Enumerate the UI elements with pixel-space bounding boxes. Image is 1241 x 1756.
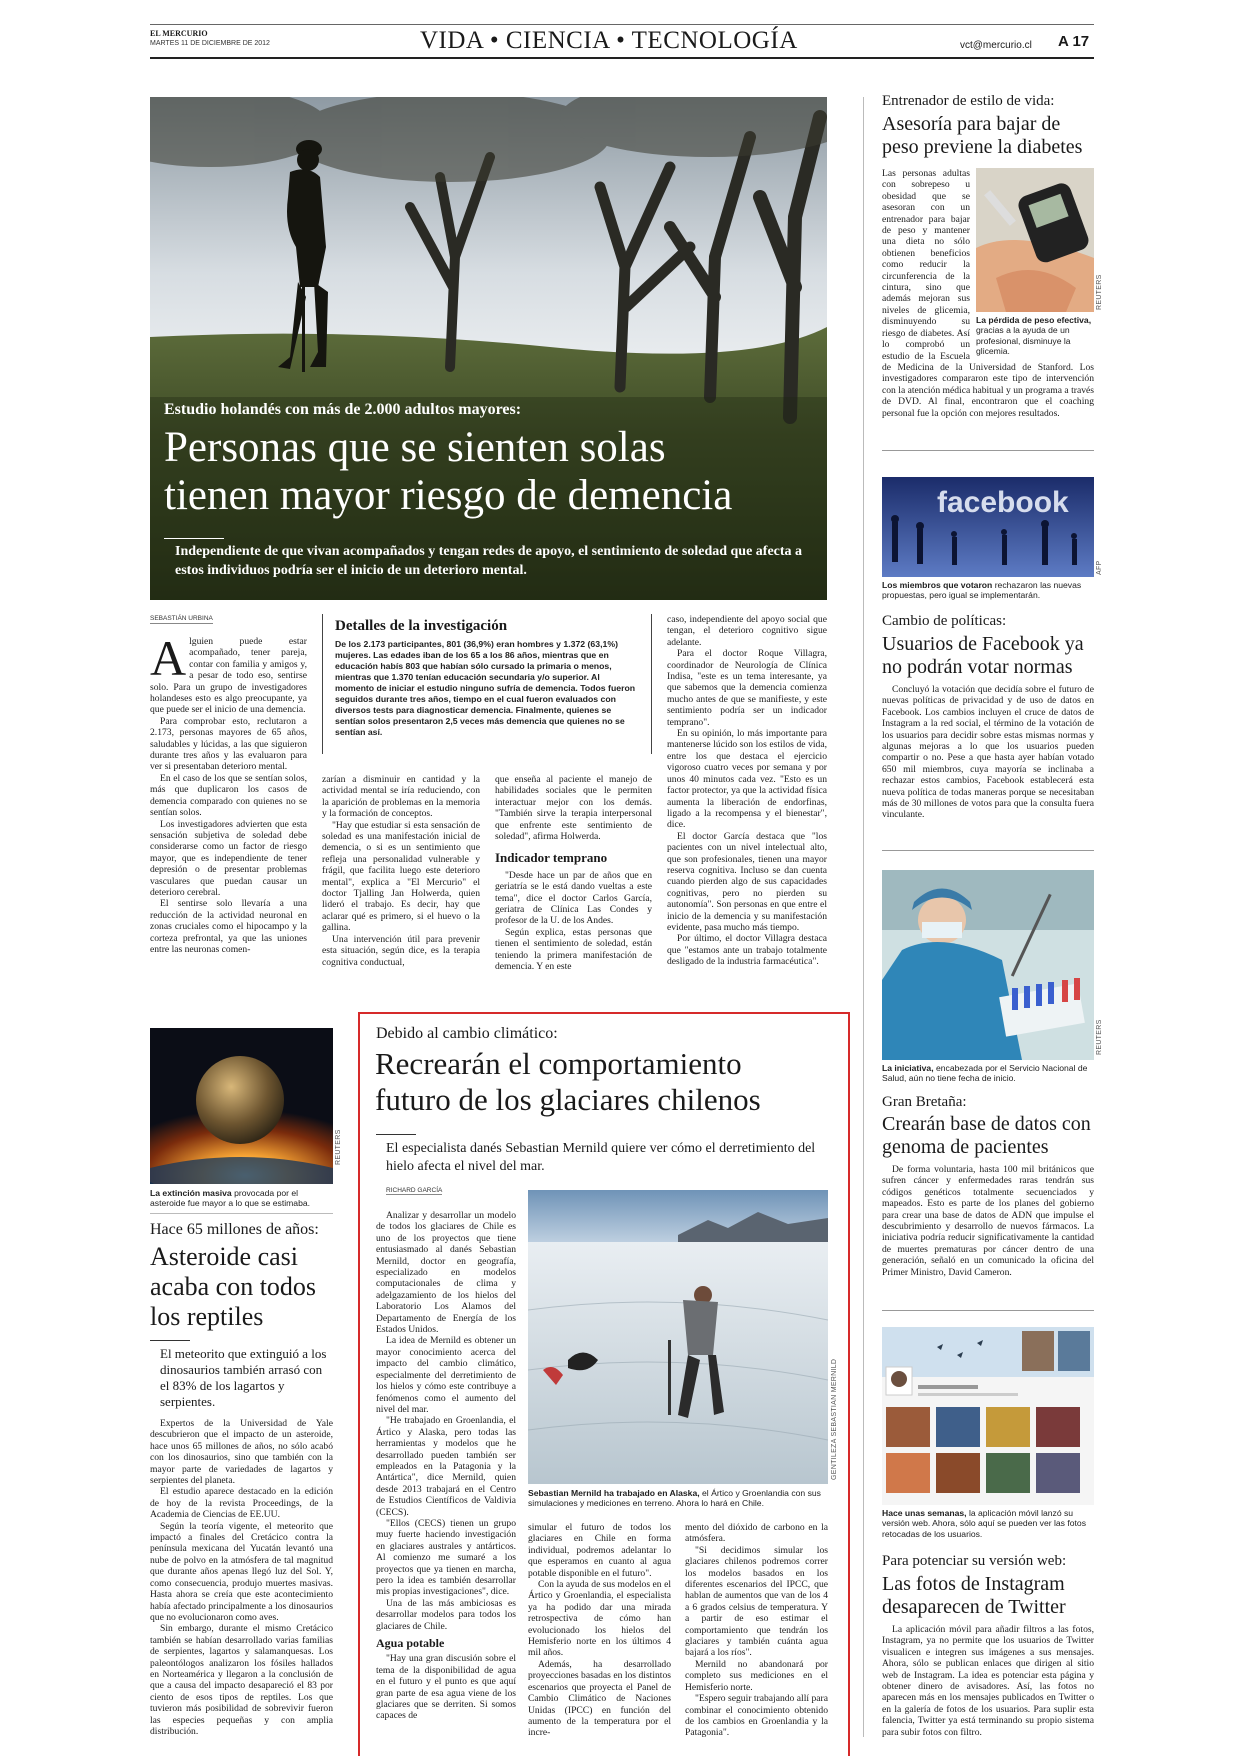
instagram-web-art (882, 1327, 1094, 1505)
lead-col-2 (322, 774, 480, 968)
instagram-photo (882, 1327, 1094, 1505)
lead-byline: SEBASTIÁN URBINA (150, 615, 213, 622)
diabetes-caption-bold: La pérdida de peso efectiva, (976, 315, 1092, 325)
genome-photo (882, 870, 1094, 1060)
glacier-col2-p2: Con la ayuda de sus modelos en el Ártico y Groenlandia, el especialista ya ha podido dar una mirada retrospectiva de cómo han evolucionado los hielos del Hemisferio norte en los últimos 4 mil años. (528, 1579, 671, 1659)
genome-caption-bold: La iniciativa, (882, 1063, 934, 1073)
genome-caption (882, 1063, 1094, 1084)
section-title: VIDA • CIENCIA • TECNOLOGÍA (420, 27, 798, 54)
diabetes-caption (976, 315, 1094, 357)
lead-col1-p3: En el caso de los que se sentían solos, más que duplicaron los casos de demencia comparado con quienes no se sentían solos. (150, 772, 307, 819)
lead-title-line1: Personas que se sienten solas (164, 424, 666, 471)
glacier-col3-p1: mento del dióxido de carbono en la atmósfera. (685, 1522, 828, 1545)
lead-col3-p1: que enseña al paciente el manejo de habilidades sociales que le permiten interactuar mejor con los demás. "También sirve la terapia interpersonal que enfrente este sentimiento de soledad", afirma Holwerda. (495, 774, 652, 843)
diabetes-caption-rest: gracias a la ayuda de un profesional, disminuye la glicemia. (976, 325, 1071, 357)
lead-col1-p5: El sentirse solo llevaría a una reducción de la actividad neuronal en zonas cruciales como el hipocampo y la corteza prefrontal, ya que las uniones entre las neuronas comen- (150, 898, 307, 955)
asteroid-body-p3: Según la teoría vigente, el meteorito que impactó a finales del Cretácico contra la península mexicana del Yucatán levantó una nube de polvo en la atmósfera de tal magnitud que durante años apenas llegó luz del Sol. Y, como consecuencia, produjo muertes masivas. Hasta ahora se creía que este acontecimiento había afectado principalmente a los dinosaurios que no evolucionaron como aves. (150, 1520, 333, 1623)
lead-subhead: Indicador temprano (495, 850, 608, 866)
glacier-byline: RICHARD GARCÍA (386, 1187, 443, 1194)
facebook-title: Usuarios de Facebook ya no podrán votar normas (882, 633, 1084, 678)
asteroid-photo (150, 1028, 333, 1184)
diabetes-credit: REUTERS (1096, 274, 1103, 310)
genome-kicker: Gran Bretaña: (882, 1094, 967, 1110)
details-box-text: De los 2.173 participantes, 801 (36,9%) eran hombres y 1.372 (63,1%) mujeres. Las edades iban de los 65 a los 86 años, mientras que en educación habís 803 que habían sólo cursado la primaria o menos, mientras que 1.370 tenían educación secundaria y/o superior. Al momento de iniciar el estudio ninguno sufría de demencia. Todos fueron seguidos durante tres años, tiempo en el cual fueron evaluados con diversos tests para diagnosticar demencia. Finalmente, quienes se sentían solos presentaron 2,5 veces más demencia que quienes no se sentían así. (335, 639, 636, 737)
genome-body (882, 1164, 1094, 1278)
lead-col-1 (150, 630, 307, 955)
lead-photo-art (150, 97, 827, 600)
facebook-credit: AFP (1096, 560, 1103, 575)
asteroid-credit: REUTERS (335, 1129, 342, 1165)
page-number: A 17 (1058, 33, 1090, 50)
glacier-col1-p3: "He trabajado en Groenlandia, el Ártico y Alaska, pero todas las herramientas y modelos que he desarrollado pueden también ser empleados en la Patagonia y la Antártica", dice Mernild, quien desde 2013 trabajará en el Centro de Estudios Científicos de Valdivia (CECS). (376, 1415, 516, 1518)
glacier-col1-p1: Analizar y desarrollar un modelo de todos los glaciares de Chile es uno de los proyectos que tiene entusiasmado al danés Sebastian Mernild, doctor en geografía, especializado en modelos computacionales de clima y adelgazamiento de los hielos del Laboratorio Los Alamos del Departamento de Energía de los Estados Unidos. (376, 1210, 516, 1336)
lead-col4-p4: El doctor García destaca que "los pacientes con un nivel intelectual alto, que son profesionales, tienen una mayor reserva cognitiva. Incluso se dan cuenta cuando pierden algo de sus capacidades cognitivas, pero no pierden su autonomía". Son personas en que entre el inicio de la demencia y su manifestación evidente, pasa mucho más tiempo. (667, 830, 827, 933)
facebook-art (882, 477, 1094, 577)
lead-photo (150, 97, 827, 600)
glacier-title-line1: Recrearán el comportamiento (375, 1046, 742, 1081)
lead-col1-p4: Los investigadores advierten que esta sensación subjetiva de soledad debe considerarse como un factor de riesgo mayor, que es independiente de tener depresión o de presentar problemas vasculares que puedan causar un deterioro cerebral. (150, 818, 307, 898)
glacier-col2-p3: Además, ha desarrollado proyecciones basadas en los distintos escenarios que proyecta el Panel de Cambio Climático de Naciones Unidas (IPCC) en función del aumento de la temperatura por el incre- (528, 1658, 671, 1739)
asteroid-body-p1: Expertos de la Universidad de Yale descubrieron que el impacto de un asteroide, hace unos 65 millones de años, no sólo acabó con los dinosaurios, sino que también con la mayor parte de variedades de lagartos y serpientes del planeta. (150, 1418, 333, 1487)
asteroid-kicker: Hace 65 millones de años: (150, 1221, 319, 1238)
glacier-col1-p2: La idea de Mernild es obtener un mayor conocimiento acerca del impacto del cambio climático, especialmente del derretimiento de los hielos y cómo este contribuye a fenómenos como el aumento del nivel del mar. (376, 1335, 516, 1415)
asteroid-deck: El meteorito que extinguió a los dinosaurios también arrasó con el 83% de los lagartos y serpientes. (160, 1346, 327, 1409)
lead-col4-p1: caso, independiente del apoyo social que tengan, el deterioro cognitivo sigue adelante. (667, 614, 827, 648)
lead-col3-p2: "Desde hace un par de años que en geriatría se le está dando vueltas a este tema", dice el doctor Carlos García, geriatra de Clínica Las Condes y profesor de la U. de los Andes. (495, 869, 652, 927)
instagram-body (882, 1624, 1094, 1738)
asteroid-caption-bold: La extinción masiva (150, 1188, 232, 1198)
asteroid-deck-rule (150, 1340, 190, 1341)
glacier-col2-p1: simular el futuro de todos los glaciares en Chile en forma individual, podremos adelantar lo que esperamos en cuanto al agua potable disponible en el futuro". (528, 1522, 671, 1579)
genome-title: Crearán base de datos con genoma de pacientes (882, 1113, 1091, 1158)
facebook-body-text: Concluyó la votación que decidía sobre el futuro de nuevas políticas de privacidad y de uso de datos en Facebook. Los cambios incluyen el cruce de datos de Instagram a la red social, el término de la votación de los usuarios para decidir sobre estas mismas normas y algunas mejoras a lo que los usuarios pueden compartir o no. Pese a que hasta ayer habían votado 650 mil miembros, cuya mayoría se inclinaba a rechazar estos cambios, Facebook establecerá esta nueva política de todas maneras porque se necesitaban más de 30 millones de votos para que la consulta fuera vinculante. (882, 684, 1094, 821)
glacier-col-3 (685, 1522, 828, 1739)
lead-col1-p1: lguien puede estar acompañado, tener pareja, contar con familia y amigos y, a pesar de todo eso, sentirse solo. Para un grupo de investigadores holandeses esto es algo preocupante, ya que puede ser el inicio de una demencia. (150, 636, 307, 716)
asteroid-body (150, 1418, 333, 1737)
paper-name: EL MERCURIO (150, 29, 208, 38)
lead-kicker: Estudio holandés con más de 2.000 adultos mayores: (164, 401, 522, 418)
glacier-col1-p4: "Ellos (CECS) tienen un grupo muy fuerte haciendo investigación en glaciares australes y antárticos. Al comienzo me sumaré a los proyectos que ya tienen en marcha, pero la idea es también desarrollar mis propias investigaciones", dice. (376, 1517, 516, 1598)
genome-body-text: De forma voluntaria, hasta 100 mil británicos que sufren cáncer y enfermedades raras tendrán sus códigos genéticos totalmente secuenciados y mapeados. Esto es parte de los planes del gobierno para crear una base de datos de ADN que impulse el descubrimiento y desarrollo de nuevos fármacos. La iniciativa podría reducir significativamente la cantidad de muertes prematuras por cáncer dentro de una generación, señaló en un comunicado la oficina del Primer Ministro, David Cameron. (882, 1164, 1094, 1278)
instagram-title: Las fotos de Instagram desaparecen de Twitter (882, 1573, 1066, 1618)
genome-caption-rest: encabezada por el Servicio Nacional de Salud, aún no tiene fecha de inicio. (882, 1063, 1088, 1084)
glacier-art (528, 1190, 828, 1484)
lead-dropcap: A (150, 630, 187, 686)
diabetes-body (882, 168, 1094, 419)
facebook-photo (882, 477, 1094, 577)
glacier-col1-p6: "Hay una gran discusión sobre el tema de la disponibilidad de agua en el futuro y el punto es que aquí gran parte de esa agua viene de los glaciares que se derriten. Si somos capaces de (376, 1653, 516, 1722)
lead-deck-rule (164, 538, 224, 539)
glacier-col1-p5: Una de las más ambiciosas es desarrollar modelos para todos los glaciares de Chile. (376, 1597, 516, 1632)
glacier-caption-rest: el Ártico y Groenlandia con sus simulaciones y mediciones en terreno. Ahora lo hará en Chile. (528, 1488, 821, 1509)
facebook-caption (882, 580, 1094, 601)
instagram-caption-bold: Hace unas semanas, (882, 1508, 967, 1518)
asteroid-title-line3: los reptiles (150, 1302, 264, 1331)
diabetes-kicker: Entrenador de estilo de vida: (882, 93, 1055, 109)
lead-title (164, 424, 732, 520)
glacier-col3-p2: "Si decidimos simular los glaciares chilenos podremos correr los modelos basados en los diferentes escenarios del IPCC, que hablan de aumentos que van de los 4 a 6 grados celsius de temperatura. Y a partir de eso estimar el comportamiento que tendrán los glaciares y también cuánta agua bajará a los ríos". (685, 1544, 828, 1659)
instagram-body-text: La aplicación móvil para añadir filtros a las fotos, Instagram, ya no permite que los usuarios de Twitter visualicen e integren sus imágenes a sus mensajes. Ahora, sólo se publican enlaces que dirigen al sitio web de Instagram. La idea es potenciar esta página y obtener dinero de avisadores. Así, las fotos no aparecen más en los mensajes publicados en Twitter o en la galería de fotos de los usuarios. Para suplir esta falencia, Twitter ya está terminando su propio sistema para subir fotos con filtro. (882, 1624, 1094, 1738)
issue-date: MARTES 11 DE DICIEMBRE DE 2012 (150, 40, 270, 47)
lead-col1-p2: Para comprobar esto, reclutaron a 2.173, personas mayores de 65 años, saludables y lúcidas, a las que siguieron durante tres años y las evaluaron para ver si presentaban deterioro mental. (150, 715, 307, 773)
lead-col4-p2: Para el doctor Roque Villagra, coordinador de Neurología de Clínica Indisa, "este es un tema interesante, ya que sabemos que la demencia comienza mucho antes de que se manifieste, y este sentimiento podría ser un indicador temprano". (667, 648, 827, 728)
details-box (322, 614, 652, 754)
diabetes-title: Asesoría para bajar de peso previene la diabetes (882, 113, 1083, 158)
facebook-caption-rest: rechazaron las nuevas propuestas, pero igual se implementarán. (882, 580, 1082, 601)
asteroid-title-line2: acaba con todos (150, 1272, 317, 1301)
asteroid-title (150, 1242, 316, 1332)
lead-col2-p2: "Hay que estudiar si esta sensación de soledad es una manifestación inicial de demencia, o si es un sentimiento que refleja una personalidad vulnerable y frágil, que facilita luego este deterioro mental", explica a "El Mercurio" el doctor Tjalling Jan Holwerda, quien lideró el trabajo. Es decir, hay que aclarar qué es primero, si el huevo o la gallina. (322, 819, 480, 934)
lead-col2-p3: Una intervención útil para prevenir esta situación, según dice, es la terapia cognitiva conductual, (322, 933, 480, 968)
lead-col-4 (667, 614, 827, 968)
lead-col4-p3: En su opinión, lo más importante para mantenerse lúcido son los estilos de vida, entre los que destaca el ejercicio vigoroso cuatro veces por semana y por unos 40 minutos cada vez. "Esto es un factor protector, ya que la actividad física aumenta la liberación de endorfinas, ligado a la recompensa y el bienestar", dice. (667, 728, 827, 831)
glacier-title-line2: futuro de los glaciares chilenos (375, 1082, 761, 1117)
glacier-photo (528, 1190, 828, 1484)
facebook-caption-bold: Los miembros que votaron (882, 580, 993, 590)
glacier-title (375, 1046, 761, 1118)
glacier-col3-p3: Mernild no abandonará por completo sus mediciones en el Hemisferio norte. (685, 1658, 828, 1693)
asteroid-caption-rest: provocada por el asteroide fue mayor a lo que se estimaba. (150, 1188, 311, 1209)
facebook-kicker: Cambio de políticas: (882, 613, 1007, 629)
lead-col2-p1: zarían a disminuir en cantidad y la actividad mental se iría reduciendo, con la aparición de problemas en la memoria y la formación de conceptos. (322, 774, 480, 820)
lead-title-line2: tienen mayor riesgo de demencia (164, 472, 733, 519)
asteroid-art (150, 1028, 333, 1184)
diabetes-body-text: Las personas adultas con sobrepeso u obesidad que se asesoran con un entrenador para bajar de peso y mantener una dieta no sólo obtienen beneficios como reducir la circunferencia de la cintura, sino que además mejoran sus niveles de glicemia, disminuyendo su riesgo de diabetes. Así lo comprobó un estudio de la Escuela de Medicina de la Universidad de Stanford. Los investigadores compararon este tipo de intervención con la atención médica habitual y un programa a través de DVD. Al final, encontraron que el coaching personal fue la opción con mejores resultados. (882, 168, 1094, 419)
lab-art (882, 870, 1094, 1060)
asteroid-body-p2: El estudio aparece destacado en la edición de hoy de la revista Proceedings, de la Academia de Ciencias de EE.UU. (150, 1486, 333, 1521)
glacier-col-1 (376, 1210, 516, 1722)
genome-credit: REUTERS (1096, 1019, 1103, 1055)
glacier-deck: El especialista danés Sebastian Mernild quiere ver cómo el derretimiento del hielo afecta el nivel del mar. (386, 1141, 816, 1174)
instagram-kicker: Para potenciar su versión web: (882, 1553, 1067, 1569)
asteroid-body-p4: Sin embargo, durante el mismo Cretácico también se habían desarrollado varias familias de serpientes, lagartos y salamanquesas. Los paleontólogos analizaron los fósiles hallados en Norteamérica y llegaron a la conclusión de que a causa del impacto desapareció el 83 por ciento de esos tipos de reptiles. Los que tuvieron más posibilidad de sobrevivir fueron las especies pequeñas y con amplia distribución. (150, 1623, 333, 1737)
section-email[interactable]: vct@mercurio.cl (960, 40, 1032, 51)
lead-col4-p5: Por último, el doctor Villagra destaca que "estamos ante un trabajo totalmente desligado de la industria farmacéutica". (667, 933, 827, 968)
glacier-caption (528, 1488, 828, 1509)
glacier-col-2 (528, 1522, 671, 1739)
glacier-kicker: Debido al cambio climático: (376, 1025, 558, 1042)
lead-deck: Independiente de que vivan acompañados y tengan redes de apoyo, el sentimiento de soledad que afecta a estos individuos podría ser el inicio de un deterioro mental. (175, 544, 803, 578)
details-box-title: Detalles de la investigación (335, 618, 508, 634)
glacier-deck-rule (376, 1134, 416, 1135)
glacier-col3-p4: "Espero seguir trabajando allí para combinar el conocimiento obtenido de los cambios en Groenlandia y la Patagonia". (685, 1693, 828, 1739)
instagram-caption-rest: la aplicación móvil lanzó su versión web. Ahora, sólo aquí se pueden ver las fotos retocadas de los usuarios. (882, 1508, 1086, 1539)
asteroid-title-line1: Asteroide casi (150, 1242, 299, 1271)
instagram-caption (882, 1508, 1094, 1539)
facebook-body (882, 684, 1094, 821)
glacier-caption-bold: Sebastian Mernild ha trabajado en Alaska, (528, 1488, 700, 1498)
facebook-logo-text: facebook (937, 486, 1069, 519)
glacier-subhead: Agua potable (376, 1636, 445, 1651)
asteroid-caption (150, 1188, 333, 1209)
lead-col3-p3: Según explica, estas personas que tienen el sentimiento de soledad, están teniendo la primera manifestación de demencia. Y en este (495, 926, 652, 973)
glacier-credit: GENTILEZA SEBASTIAN MERNILD (831, 1358, 838, 1480)
lead-col-3 (495, 774, 652, 973)
